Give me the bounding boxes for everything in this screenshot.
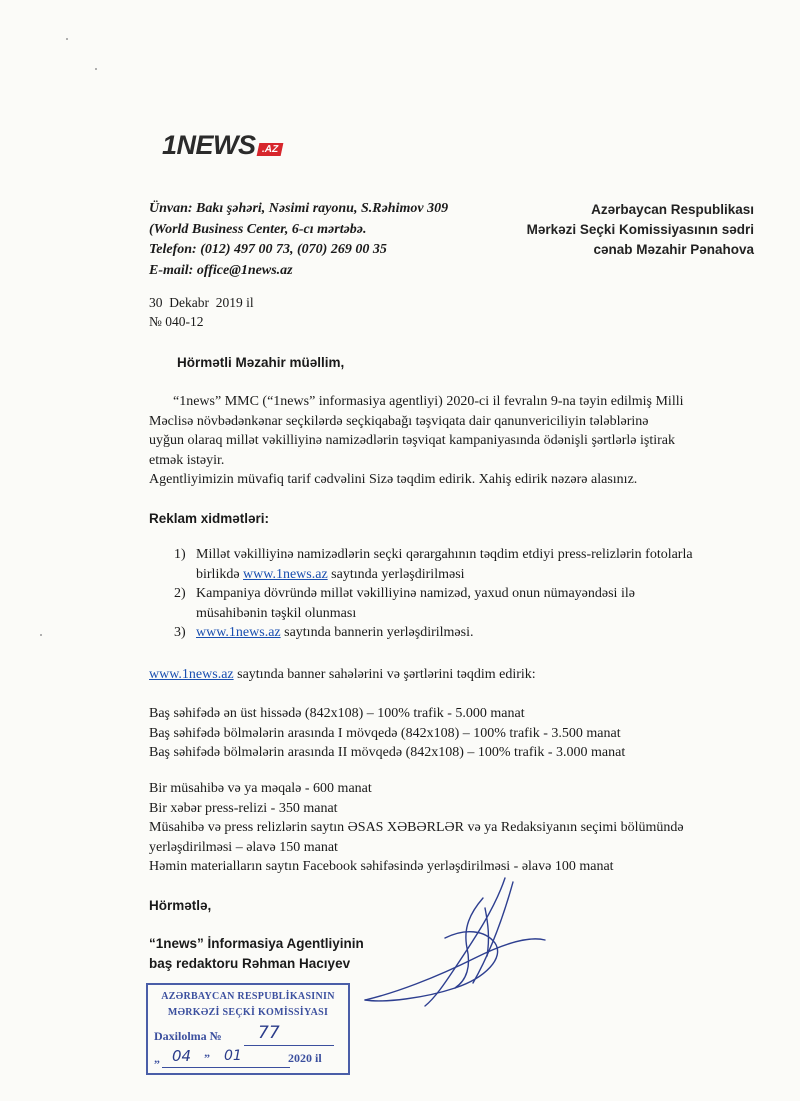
greeting: Hörmətli Məzahir müəllim, — [177, 355, 345, 370]
signatory-name: baş redaktoru Rəhman Hacıyev — [149, 956, 351, 971]
price-line: Həmin materialların saytın Facebook səhifəsində yerləşdirilməsi - əlavə 100 manat — [149, 859, 614, 874]
sender-building: (World Business Center, 6-cı mərtəbə. — [149, 221, 367, 237]
logo-badge: .AZ — [256, 143, 283, 156]
recipient-line: Azərbaycan Respublikası — [591, 202, 754, 217]
body-line: Agentliyimizin müvafiq tarif cədvəlini Sizə təqdim edirik. Xahiş edirik nəzərə alasınız. — [149, 472, 638, 487]
price-line: Baş səhifədə bölmələrin arasında II mövqedə (842x108) – 100% trafik - 3.000 manat — [149, 745, 626, 760]
list-item — [174, 584, 764, 623]
services-heading: Reklam xidmətləri: — [149, 511, 270, 526]
stamp-entry-label: Daxilolma № — [154, 1029, 222, 1043]
list-text-part: saytında yerləşdirilməsi — [327, 566, 465, 582]
price-line: Baş səhifədə ən üst hissədə (842x108) – 100% trafik - 5.000 manat — [149, 706, 525, 721]
stamp-line: MƏRKƏZİ SEÇKİ KOMİSSİYASI — [167, 1007, 329, 1018]
list-item — [174, 545, 764, 584]
stamp-month: 01 — [224, 1048, 242, 1064]
website-link[interactable]: www.1news.az — [196, 625, 281, 640]
closing-regards: Hörmətlə, — [149, 898, 212, 913]
banner-intro — [149, 665, 536, 685]
registration-stamp — [146, 983, 350, 1075]
list-text: müsahibənin təşkil olunması — [196, 605, 357, 621]
list-text: Millət vəkilliyinə namizədlərin seçki qərargahının təqdim etdiyi press-relizlərin fotolarla — [196, 547, 693, 562]
list-number: 3) — [174, 625, 186, 640]
body-line: uyğun olaraq millət vəkilliyinə namizədlərin təşviqat kampaniyasında ödənişli şərtlərlə iştirak — [149, 433, 676, 448]
scan-dot — [95, 68, 97, 70]
sender-phone: Telefon: (012) 497 00 73, (070) 269 00 35 — [149, 242, 387, 257]
body-line: “1news” MMC (“1news” informasiya agentliyi) 2020-ci il fevralın 9-na təyin edilmiş Milli — [173, 394, 684, 409]
signatory-block — [149, 934, 364, 974]
stamp-underline — [162, 1067, 290, 1068]
price-line: yerləşdirilməsi – əlavə 150 manat — [149, 839, 338, 855]
scan-dot — [66, 38, 68, 40]
letter-number: № 040-12 — [149, 314, 204, 329]
list-number: 1) — [174, 547, 186, 562]
recipient-line: cənab Məzahir Pənahova — [593, 242, 754, 257]
extra-prices — [149, 779, 684, 877]
list-text-part: birlikdə — [196, 566, 244, 582]
price-line: Baş səhifədə bölmələrin arasında I mövqedə (842x108) – 100% trafik - 3.500 manat — [149, 725, 621, 741]
logo-text: 1NEWS — [162, 129, 256, 160]
sender-address: Ünvan: Bakı şəhəri, Nəsimi rayonu, S.Rəhimov 309 — [149, 201, 449, 216]
sender-contact-block — [149, 199, 448, 281]
handwritten-signature — [355, 868, 555, 1018]
website-link[interactable]: www.1news.az — [149, 667, 234, 682]
stamp-open-quote: „ — [154, 1051, 160, 1065]
price-line: Müsahibə və press relizlərin saytın ƏSAS XƏBƏRLƏR və ya Redaksiyanın seçimi bölümündə — [149, 820, 684, 835]
list-text — [196, 623, 764, 643]
list-text: Kampaniya dövründə millət vəkilliyinə namizəd, yaxud onun nümayəndəsi ilə — [196, 586, 635, 601]
list-item — [174, 623, 764, 643]
letter-body — [149, 392, 749, 490]
recipient-line: Mərkəzi Seçki Komissiyasının sədri — [526, 222, 754, 237]
services-list — [174, 545, 764, 643]
stamp-entry-number: 77 — [258, 1023, 280, 1043]
scan-dot — [40, 634, 42, 636]
list-text-part: saytında bannerin yerləşdirilməsi. — [280, 625, 474, 640]
company-logo — [162, 130, 282, 160]
body-line: Məclisə növbədənkənar seçkilərdə seçkiqabağı təşviqata dair qanunvericiliyin tələblərinə — [149, 413, 649, 429]
sender-email: E-mail: office@1news.az — [149, 262, 293, 278]
price-line: Bir xəbər press-relizi - 350 manat — [149, 800, 338, 816]
letter-date: 30 Dekabr 2019 il — [149, 295, 254, 310]
signatory-title: “1news” İnformasiya Agentliyinin — [149, 936, 364, 951]
stamp-line: AZƏRBAYCAN RESPUBLİKASININ — [161, 991, 335, 1002]
banner-intro-text: saytında banner sahələrini və şərtlərini təqdim edirik: — [233, 667, 536, 682]
list-number: 2) — [174, 586, 186, 601]
banner-prices — [149, 704, 625, 763]
stamp-day: 04 — [172, 1047, 192, 1065]
recipient-block — [527, 200, 754, 260]
list-text — [196, 565, 764, 585]
body-line: etmək istəyir. — [149, 452, 225, 468]
letter-date-block — [149, 293, 254, 331]
website-link[interactable]: www.1news.az — [243, 566, 328, 582]
price-line: Bir müsahibə və ya məqalə - 600 manat — [149, 781, 372, 796]
stamp-underline — [244, 1045, 334, 1046]
stamp-year: 2020 il — [288, 1051, 322, 1065]
stamp-close-quote: ” — [204, 1051, 210, 1065]
